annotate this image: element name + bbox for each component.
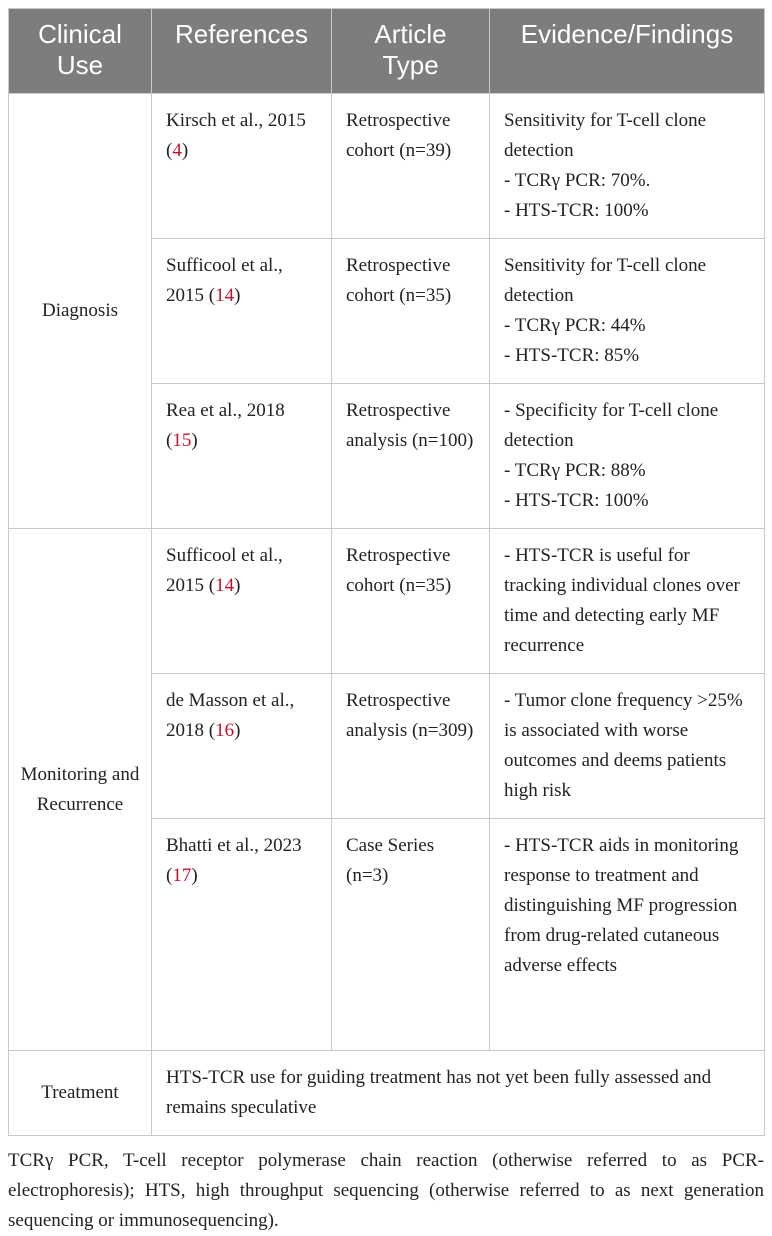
reference-author: Kirsch et al., 2015 ( bbox=[166, 110, 306, 161]
evidence-table bbox=[8, 8, 765, 1136]
reference-cell bbox=[152, 674, 332, 819]
reference-paren: ) bbox=[191, 430, 198, 451]
table-row bbox=[9, 1051, 765, 1136]
evidence-cell: - Tumor clone frequency >25% is associated with worse outcomes and deems patients high risk bbox=[490, 674, 765, 819]
reference-author: Sufficool et al., 2015 ( bbox=[166, 255, 283, 306]
reference-link[interactable]: 17 bbox=[172, 865, 192, 886]
reference-cell bbox=[152, 529, 332, 674]
evidence-cell: - HTS-TCR is useful for tracking individual clones over time and detecting early MF recurrence bbox=[490, 529, 765, 674]
group-treatment: Treatment bbox=[9, 1051, 152, 1136]
reference-link[interactable]: 14 bbox=[215, 285, 235, 306]
reference-paren: ) bbox=[181, 140, 189, 161]
header-row bbox=[9, 9, 765, 94]
table-row bbox=[9, 94, 765, 239]
evidence-line: Sensitivity for T-cell clone detection bbox=[504, 110, 707, 161]
evidence-line: - TCRγ PCR: 70%. bbox=[504, 170, 651, 191]
table-row bbox=[9, 529, 765, 674]
article-type-cell: Retrospective cohort (n=35) bbox=[332, 239, 490, 384]
evidence-line: - HTS-TCR: 85% bbox=[504, 345, 640, 366]
evidence-line: - Specificity for T-cell clone detection bbox=[504, 400, 719, 451]
header-evidence: Evidence/Findings bbox=[490, 9, 765, 94]
evidence-line: Sensitivity for T-cell clone detection bbox=[504, 255, 707, 306]
evidence-line: - HTS-TCR: 100% bbox=[504, 490, 649, 511]
group-diagnosis: Diagnosis bbox=[9, 94, 152, 529]
reference-paren: ) bbox=[234, 720, 241, 741]
reference-author: Sufficool et al., 2015 ( bbox=[166, 545, 283, 596]
reference-link[interactable]: 16 bbox=[215, 720, 235, 741]
evidence-line: - TCRγ PCR: 44% bbox=[504, 315, 646, 336]
reference-cell bbox=[152, 239, 332, 384]
reference-author: Bhatti et al., 2023 ( bbox=[166, 835, 302, 886]
reference-author: de Masson et al., 2018 ( bbox=[166, 690, 295, 741]
evidence-line: - HTS-TCR: 100% bbox=[504, 200, 649, 221]
reference-paren: ) bbox=[234, 285, 241, 306]
reference-link[interactable]: 4 bbox=[172, 140, 182, 161]
table-footnote: TCRγ PCR, T-cell receptor polymerase chain reaction (otherwise referred to as PCR-electrophoresis); HTS, high throughput sequencing (otherwise referred to as next generation sequencing or immunosequencing). bbox=[8, 1150, 764, 1231]
header-references: References bbox=[152, 9, 332, 94]
group-monitoring: Monitoring and Recurrence bbox=[9, 529, 152, 1051]
article-type-cell: Retrospective cohort (n=35) bbox=[332, 529, 490, 674]
evidence-cell: - HTS-TCR aids in monitoring response to treatment and distinguishing MF progression from drug-related cutaneous adverse effects bbox=[490, 819, 765, 1051]
evidence-cell bbox=[490, 239, 765, 384]
header-clinical-use: Clinical Use bbox=[9, 9, 152, 94]
document bbox=[8, 8, 764, 1236]
reference-paren: ) bbox=[191, 865, 198, 886]
evidence-cell bbox=[490, 94, 765, 239]
treatment-text: HTS-TCR use for guiding treatment has not yet been fully assessed and remains speculative bbox=[152, 1051, 765, 1136]
reference-cell bbox=[152, 384, 332, 529]
article-type-cell: Retrospective analysis (n=309) bbox=[332, 674, 490, 819]
header-article-type: Article Type bbox=[332, 9, 490, 94]
reference-author: Rea et al., 2018 ( bbox=[166, 400, 285, 451]
reference-cell bbox=[152, 819, 332, 1051]
reference-cell bbox=[152, 94, 332, 239]
reference-paren: ) bbox=[234, 575, 241, 596]
reference-link[interactable]: 14 bbox=[215, 575, 235, 596]
article-type-cell: Retrospective analysis (n=100) bbox=[332, 384, 490, 529]
reference-link[interactable]: 15 bbox=[172, 430, 192, 451]
article-type-cell: Case Series (n=3) bbox=[332, 819, 490, 1051]
evidence-cell bbox=[490, 384, 765, 529]
article-type-cell: Retrospective cohort (n=39) bbox=[332, 94, 490, 239]
evidence-line: - TCRγ PCR: 88% bbox=[504, 460, 646, 481]
